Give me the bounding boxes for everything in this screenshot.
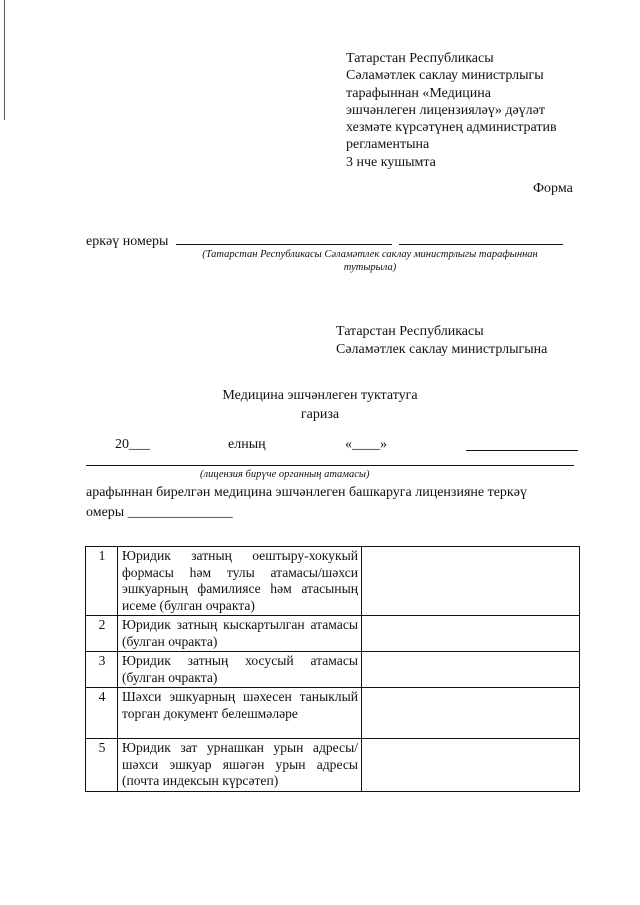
stamp-line: Татарстан Республикасы xyxy=(346,51,494,66)
registration-caption xyxy=(160,248,580,274)
application-body-text xyxy=(86,483,626,523)
table-row xyxy=(86,652,580,688)
addressee-line: Татарстан Республикасы xyxy=(336,324,484,339)
date-month-field[interactable] xyxy=(466,438,578,456)
date-year[interactable]: 20___ xyxy=(115,437,150,452)
stamp-line: Сәламәтлек саклау министрлыгы xyxy=(346,68,544,84)
row-value-cell[interactable] xyxy=(362,739,580,792)
registration-caption-line: тутырыла) xyxy=(343,262,397,273)
row-number: 3 xyxy=(86,652,118,688)
stamp-line: регламентына xyxy=(346,137,430,153)
applicant-details-table xyxy=(85,546,580,792)
registration-number-field-part1[interactable] xyxy=(176,232,392,245)
body-line: омеры _______________ xyxy=(86,505,233,520)
licensing-authority-caption: (лицензия бирүче органның атамасы) xyxy=(200,469,370,480)
row-number: 1 xyxy=(86,547,118,616)
stamp-line: эшчәнлеген лицензияләү» дәүләт xyxy=(346,102,545,118)
row-value-cell[interactable] xyxy=(362,688,580,739)
header-stamp xyxy=(346,50,557,171)
addressee-line: Сәламәтлек саклау министрлыгына xyxy=(336,342,548,357)
table-row xyxy=(86,616,580,652)
row-label: Юридик затның оештыру-хокукый формасы һәм тулы атамасы/шәхси эшкуарның фамилиясе һәм атасының исеме (булган очракта) xyxy=(118,547,362,616)
row-value-cell[interactable] xyxy=(362,616,580,652)
registration-number-field-part2[interactable] xyxy=(399,232,563,245)
form-label: Форма xyxy=(533,181,573,196)
table-row xyxy=(86,547,580,616)
table-row xyxy=(86,688,580,739)
row-label: Юридик зат урнашкан урын адресы/ шәхси эшкуар яшәгән урын адресы (почта индексын күрсәтеп) xyxy=(118,739,362,792)
registration-label: еркәү номеры xyxy=(86,234,169,249)
document-subtitle: гариза xyxy=(300,407,340,422)
licensing-authority-field[interactable] xyxy=(86,465,574,466)
document-title: Медицина эшчәнлеген туктатуга xyxy=(222,388,418,403)
table-row xyxy=(86,739,580,792)
addressee xyxy=(336,323,547,359)
row-value-cell[interactable] xyxy=(362,652,580,688)
date-year-word: елның xyxy=(228,437,266,452)
row-label: Шәхси эшкуарның шәхесен таныклый торган документ белешмәләре xyxy=(118,688,362,739)
row-number: 2 xyxy=(86,616,118,652)
stamp-line: 3 нче кушымта xyxy=(346,154,436,170)
row-label: Юридик затның кыскартылган атамасы (булган очракта) xyxy=(118,616,362,652)
stamp-line: хезмәте күрсәтүнең административ xyxy=(346,120,557,136)
registration-caption-line: (Татарстан Республикасы Сәламәтлек саклау министрлыгы тарафыннан xyxy=(202,249,538,260)
date-day[interactable]: «____» xyxy=(345,437,387,452)
row-number: 4 xyxy=(86,688,118,739)
row-label: Юридик затның хосусый атамасы (булган очракта) xyxy=(118,652,362,688)
body-line: арафыннан бирелгән медицина эшчәнлеген башкаруга лицензияне теркәү xyxy=(86,485,527,500)
stamp-line: тарафыннан «Медицина xyxy=(346,85,491,101)
row-value-cell[interactable] xyxy=(362,547,580,616)
page-edge-line xyxy=(4,0,5,120)
row-number: 5 xyxy=(86,739,118,792)
